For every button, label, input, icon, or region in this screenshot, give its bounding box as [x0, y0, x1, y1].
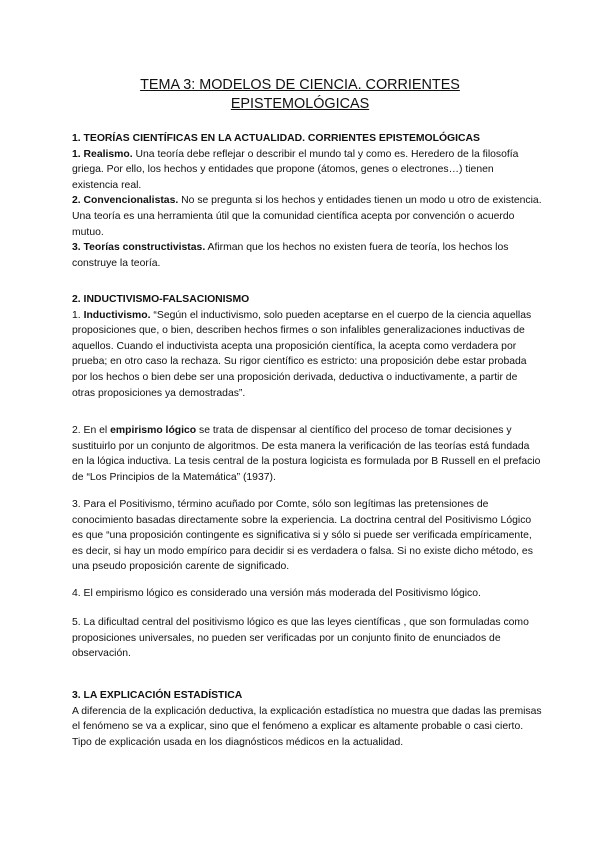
- paragraph-term: empirismo lógico: [110, 425, 197, 436]
- paragraph-text: 3. Para el Positivismo, término acuñado por Comte, sólo son legítimas las pretensiones de conocimiento basadas directamente sobre la experiencia. La doctrina central del Positivismo Lógico es que “una proposición contingente es significativa si y sólo si puede ser verificada empíricamente, es decir, si hay un modo empírico para decidir si es verdadera o falsa. Si no existe dicho método, es una pseudo proposición carente de significado.: [72, 499, 533, 573]
- section-2: [72, 292, 542, 401]
- paragraph-text: se trata de dispensar al científico del proceso de tomar decisiones y sustituirlo por un conjunto de algoritmos. De esta manera la verificación de las teorías está fundada en la lógica inductiva. La tesis central de la postura logicista es formulada por B Russell en el prefacio de “Los Principios de la Matemática” (1937).: [72, 425, 541, 483]
- item-term: 3. Teorías constructivistas.: [72, 242, 206, 254]
- title-line-2: EPISTEMOLÓGICAS: [230, 96, 370, 112]
- paragraph-prefix: 1.: [72, 309, 84, 321]
- item-text: No se pregunta si los hechos y entidades tienen un modo u otro de existencia. Una teoría es una herramienta útil que la comunidad científica acepta por convención o acuerdo mutuo.: [72, 195, 542, 238]
- section-1-item-convencionalistas: [72, 193, 542, 240]
- section-1-heading: 1. TEORÍAS CIENTÍFICAS EN LA ACTUALIDAD. CORRIENTES EPISTEMOLÓGICAS: [72, 133, 480, 144]
- section-3-heading: 3. LA EXPLICACIÓN ESTADÍSTICA: [72, 690, 243, 701]
- item-text: Una teoría debe reflejar o describir el mundo tal y como es. Heredero de la filosofía griega. Por ello, los hechos y entidades que propone (átomos, genes o electrones…) tienen existencia real.: [72, 148, 519, 191]
- section-2-paragraph-1: [72, 308, 542, 402]
- section-2-paragraph-5: [72, 615, 542, 662]
- paragraph-term: Inductivismo.: [83, 309, 151, 321]
- item-text: Afirman que los hechos no existen fuera de teoría, los hechos los construye la teoría.: [72, 242, 509, 269]
- paragraph-prefix: 2. En el: [72, 425, 111, 436]
- item-term: 2. Convencionalistas.: [72, 195, 179, 207]
- section-3-paragraph-1: A diferencia de la explicación deductiva, la explicación estadística no muestra que dadas las premisas el fenómeno se va a explicar, sino que el fenómeno a explicar es altamente probable o casi cierto. Tipo de explicación usada en los diagnósticos médicos en la actualidad.: [72, 705, 542, 748]
- section-2-paragraph-4: [72, 586, 542, 602]
- section-2-heading: 2. INDUCTIVISMO-FALSACIONISMO: [72, 294, 250, 305]
- paragraph-text: 4. El empirismo lógico es considerado una versión más moderada del Positivismo lógico.: [72, 588, 481, 599]
- section-1: [72, 131, 542, 271]
- item-term: 1. Realismo.: [72, 148, 133, 160]
- document-title: [60, 76, 540, 114]
- paragraph-text: 5. La dificultad central del positivismo lógico es que las leyes científicas , que son formuladas como proposiciones universales, no pueden ser verificadas por un conjunto finito de enunciados de observación.: [72, 617, 529, 660]
- paragraph-text: “Según el inductivismo, solo pueden aceptarse en el cuerpo de la ciencia aquellas proposiciones que, o bien, describen hechos firmes o son infalibles generalizaciones inductivas de aquellos. Cuando el inductivista acepta una proposición científica, la acepta como verdadera por prueba; en otro caso la rechaza. Su rigor científico es estricto: una proposición debe estar probada por los hechos o bien debe ser una proposición derivada, deductiva o inductivamente, a partir de otras proposiciones ya demostradas”.: [72, 309, 532, 399]
- section-2-paragraph-3: [72, 497, 542, 575]
- section-2-paragraph-2: [72, 423, 542, 485]
- section-1-item-realismo: [72, 147, 542, 194]
- title-line-1: TEMA 3: MODELOS DE CIENCIA. CORRIENTES: [140, 77, 460, 93]
- section-3: [72, 688, 542, 750]
- section-1-item-constructivistas: [72, 240, 542, 271]
